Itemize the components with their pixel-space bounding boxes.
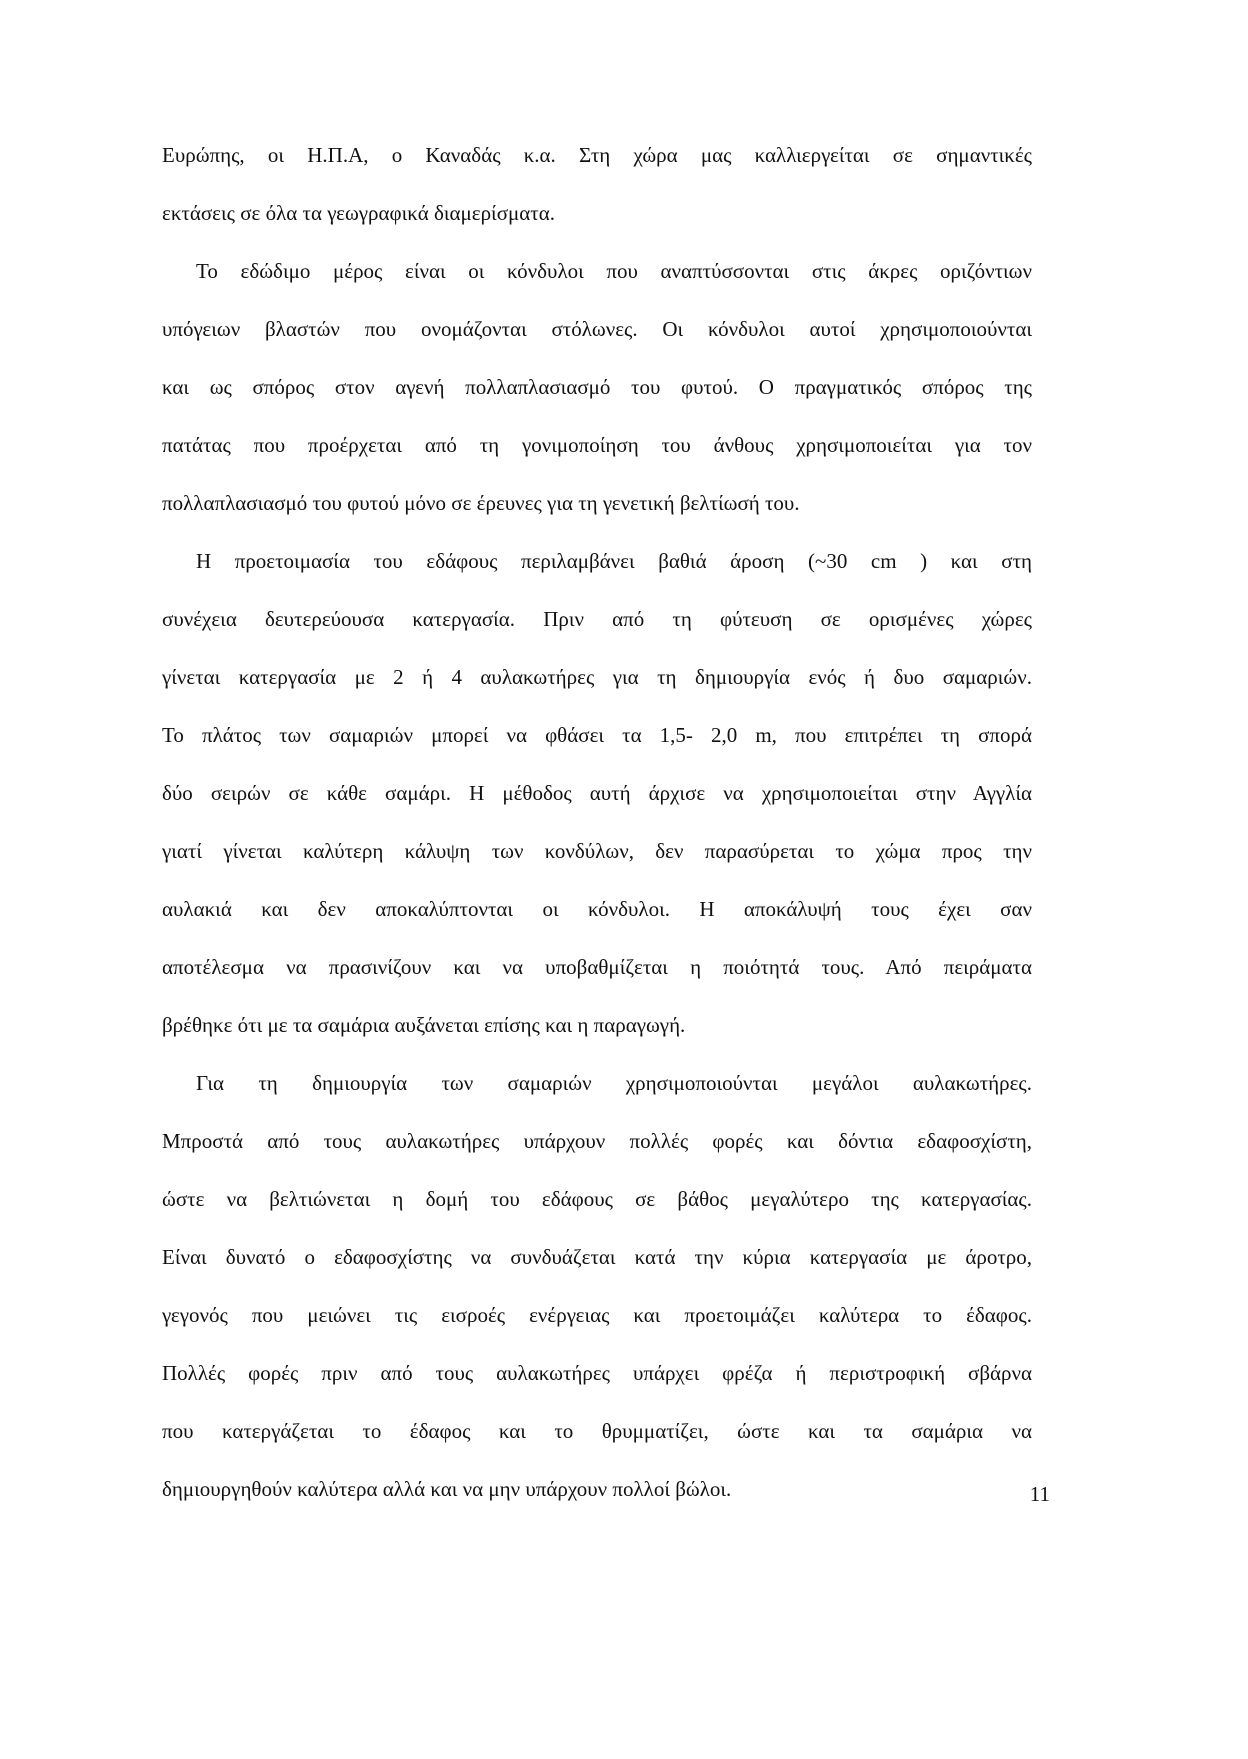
text-line: Ευρώπης, οι Η.Π.Α, ο Καναδάς κ.α. Στη χώρα μας καλλιεργείται σε σημαντικές — [162, 143, 1032, 167]
text-line: γεγονός που μειώνει τις εισροές ενέργειας και προετοιμάζει καλύτερα το έδαφος. — [162, 1303, 1032, 1327]
text-line: Είναι δυνατό ο εδαφοσχίστης να συνδυάζεται κατά την κύρια κατεργασία με άροτρο, — [162, 1245, 1032, 1269]
text-line: πολλαπλασιασμό του φυτού μόνο σε έρευνες για τη γενετική βελτίωσή του. — [162, 491, 800, 515]
text-line: αποτέλεσμα να πρασινίζουν και να υποβαθμίζεται η ποιότητά τους. Από πειράματα — [162, 955, 1032, 979]
text-line: Το εδώδιμο μέρος είναι οι κόνδυλοι που αναπτύσσονται στις άκρες οριζόντιων — [196, 259, 1032, 283]
text-line: πατάτας που προέρχεται από τη γονιμοποίηση του άνθους χρησιμοποιείται για τον — [162, 433, 1032, 457]
text-line: δημιουργηθούν καλύτερα αλλά και να μην υπάρχουν πολλοί βώλοι. — [162, 1477, 732, 1501]
text-line: συνέχεια δευτερεύουσα κατεργασία. Πριν από τη φύτευση σε ορισμένες χώρες — [162, 607, 1032, 631]
text-line: που κατεργάζεται το έδαφος και το θρυμματίζει, ώστε και τα σαμάρια να — [162, 1419, 1032, 1443]
text-line: Πολλές φορές πριν από τους αυλακωτήρες υπάρχει φρέζα ή περιστροφική σβάρνα — [162, 1361, 1032, 1385]
text-line: αυλακιά και δεν αποκαλύπτονται οι κόνδυλοι. Η αποκάλυψή τους έχει σαν — [162, 897, 1032, 921]
text-line: Η προετοιμασία του εδάφους περιλαμβάνει βαθιά άροση (~30 cm ) και στη — [196, 549, 1032, 573]
text-line: υπόγειων βλαστών που ονομάζονται στόλωνες. Οι κόνδυλοι αυτοί χρησιμοποιούνται — [162, 317, 1032, 341]
text-line: γίνεται κατεργασία με 2 ή 4 αυλακωτήρες για τη δημιουργία ενός ή δυο σαμαριών. — [162, 665, 1032, 689]
text-line: βρέθηκε ότι με τα σαμάρια αυξάνεται επίσης και η παραγωγή. — [162, 1013, 686, 1037]
text-line: ώστε να βελτιώνεται η δομή του εδάφους σε βάθος μεγαλύτερο της κατεργασίας. — [162, 1187, 1032, 1211]
text-line: Μπροστά από τους αυλακωτήρες υπάρχουν πολλές φορές και δόντια εδαφοσχίστη, — [162, 1129, 1032, 1153]
text-line: και ως σπόρος στον αγενή πολλαπλασιασμό του φυτού. Ο πραγματικός σπόρος της — [162, 375, 1032, 399]
text-line: Για τη δημιουργία των σαμαριών χρησιμοποιούνται μεγάλοι αυλακωτήρες. — [196, 1071, 1032, 1095]
text-line: δύο σειρών σε κάθε σαμάρι. Η μέθοδος αυτή άρχισε να χρησιμοποιείται στην Αγγλία — [162, 781, 1032, 805]
text-line: γιατί γίνεται καλύτερη κάλυψη των κονδύλων, δεν παρασύρεται το χώμα προς την — [162, 839, 1032, 863]
text-line: εκτάσεις σε όλα τα γεωγραφικά διαμερίσματα. — [162, 201, 555, 225]
text-line: Το πλάτος των σαμαριών μπορεί να φθάσει τα 1,5- 2,0 m, που επιτρέπει τη σπορά — [162, 723, 1032, 747]
page-number: 11 — [1029, 1482, 1050, 1506]
